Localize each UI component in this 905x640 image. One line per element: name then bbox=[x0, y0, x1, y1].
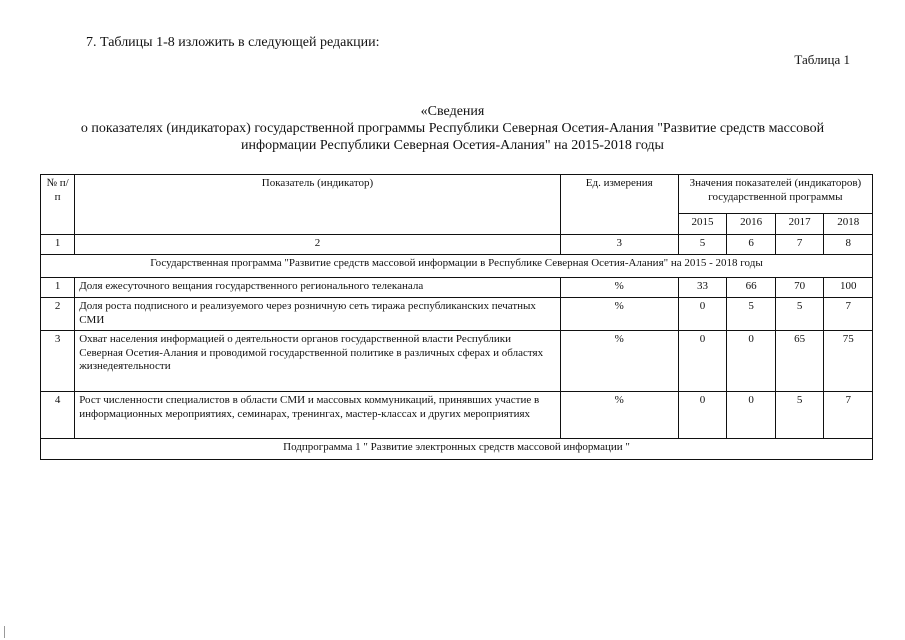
intro-text: 7. Таблицы 1-8 изложить в следующей редакции: bbox=[86, 35, 380, 50]
row-indicator: Рост численности специалистов в области СМИ и массовых коммуникаций, принявших участие в информационных мероприятиях, семинарах, тренингах, мастер-классах и других мероприятиях bbox=[75, 392, 561, 439]
table-number: Таблица 1 bbox=[794, 52, 850, 67]
column-numbering-row bbox=[41, 235, 873, 255]
document-title bbox=[20, 103, 885, 154]
row-value: 0 bbox=[727, 331, 776, 392]
table-row bbox=[41, 392, 873, 439]
row-unit: % bbox=[560, 331, 678, 392]
scan-edge-mark bbox=[4, 626, 5, 638]
row-unit: % bbox=[560, 278, 678, 298]
row-value: 0 bbox=[678, 392, 727, 439]
table-row bbox=[41, 331, 873, 392]
header-year: 2016 bbox=[727, 214, 776, 235]
indicators-table bbox=[40, 174, 873, 460]
row-value: 65 bbox=[775, 331, 824, 392]
row-indicator: Доля ежесуточного вещания государственного регионального телеканала bbox=[75, 278, 561, 298]
title-line-1: «Сведения bbox=[420, 104, 485, 119]
row-value: 7 bbox=[824, 298, 873, 331]
row-no: 4 bbox=[41, 392, 75, 439]
column-number: 2 bbox=[75, 235, 561, 255]
row-unit: % bbox=[560, 298, 678, 331]
column-number: 3 bbox=[560, 235, 678, 255]
table-row bbox=[41, 278, 873, 298]
program-title-row bbox=[41, 255, 873, 278]
row-value: 0 bbox=[678, 298, 727, 331]
row-value: 75 bbox=[824, 331, 873, 392]
row-indicator: Доля роста подписного и реализуемого через розничную сеть тиража республиканских печатных СМИ bbox=[75, 298, 561, 331]
row-no: 1 bbox=[41, 278, 75, 298]
row-value: 0 bbox=[727, 392, 776, 439]
column-number: 5 bbox=[678, 235, 727, 255]
row-value: 5 bbox=[727, 298, 776, 331]
column-number: 8 bbox=[824, 235, 873, 255]
header-no: № п/п bbox=[41, 175, 75, 235]
row-value: 7 bbox=[824, 392, 873, 439]
header-row bbox=[41, 175, 873, 214]
column-number: 1 bbox=[41, 235, 75, 255]
row-value: 0 bbox=[678, 331, 727, 392]
title-line-2: о показателях (индикаторах) государственной программы Республики Северная Осетия-Алания "Развитие средств массовой bbox=[80, 121, 825, 136]
row-value: 66 bbox=[727, 278, 776, 298]
header-indicator: Показатель (индикатор) bbox=[75, 175, 561, 235]
subprogram-title-row bbox=[41, 439, 873, 460]
header-unit: Ед. измерения bbox=[560, 175, 678, 235]
header-values: Значения показателей (индикаторов) государственной программы bbox=[678, 175, 872, 214]
title-line-3: информации Республики Северная Осетия-Алания" на 2015-2018 годы bbox=[241, 138, 664, 153]
column-number: 7 bbox=[775, 235, 824, 255]
row-value: 33 bbox=[678, 278, 727, 298]
row-value: 5 bbox=[775, 392, 824, 439]
header-year: 2018 bbox=[824, 214, 873, 235]
row-no: 2 bbox=[41, 298, 75, 331]
row-value: 70 bbox=[775, 278, 824, 298]
row-indicator: Охват населения информацией о деятельности органов государственной власти Республики Северная Осетия-Алания и проводимой государственной политике в различных сферах и областях жизнедеятельности bbox=[75, 331, 561, 392]
program-title: Государственная программа "Развитие средств массовой информации в Республике Северная Осетия-Алания" на 2015 - 2018 годы bbox=[41, 255, 873, 278]
header-year: 2017 bbox=[775, 214, 824, 235]
row-value: 5 bbox=[775, 298, 824, 331]
table-row bbox=[41, 298, 873, 331]
row-unit: % bbox=[560, 392, 678, 439]
column-number: 6 bbox=[727, 235, 776, 255]
row-no: 3 bbox=[41, 331, 75, 392]
row-value: 100 bbox=[824, 278, 873, 298]
subprogram-title: Подпрограмма 1 " Развитие электронных средств массовой информации " bbox=[41, 439, 873, 460]
header-year: 2015 bbox=[678, 214, 727, 235]
